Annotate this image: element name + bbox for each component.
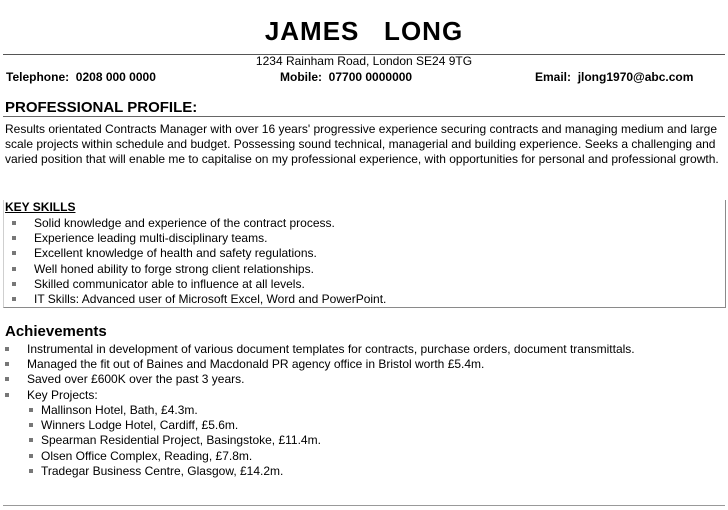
skill-text: Solid knowledge and experience of the contract process. — [34, 216, 335, 230]
list-item — [5, 388, 635, 403]
project-text: Winners Lodge Hotel, Cardiff, £5.6m. — [41, 418, 239, 433]
achievement-text: Key Projects: — [27, 387, 98, 402]
skill-text: Experience leading multi-disciplinary teams. — [34, 231, 268, 246]
mobile-value: 07700 0000000 — [328, 70, 413, 84]
telephone-label: Telephone: — [6, 70, 70, 84]
list-item — [12, 292, 386, 307]
list-item — [23, 449, 321, 464]
email-label: Email: — [535, 70, 572, 84]
profile-heading: PROFESSIONAL PROFILE: — [5, 99, 198, 116]
project-text: Spearman Residential Project, Basingstoke, £11.4m. — [41, 433, 321, 448]
square-bullet-icon — [29, 454, 33, 458]
square-bullet-icon — [29, 408, 33, 412]
achievement-text: Managed the fit out of Baines and Macdonald PR agency office in Bristol worth £5.4m. — [27, 357, 485, 372]
square-bullet-icon — [5, 347, 9, 351]
list-item — [23, 433, 321, 448]
skills-list — [12, 216, 386, 307]
project-text: Tradegar Business Centre, Glasgow, £14.2m. — [41, 463, 284, 478]
list-item — [5, 372, 635, 387]
skill-text: Skilled communicator able to influence at all levels. — [34, 276, 305, 291]
email-line — [535, 70, 693, 84]
square-bullet-icon — [12, 236, 16, 240]
square-bullet-icon — [12, 297, 16, 301]
profile-text: Results orientated Contracts Manager with over 16 years' progressive experience securing contracts and managing medium and large scale projects within schedule and budget. Possessing sound technical, managerial and building experience. Seeks a challenging and varied position that will enable me to capitalise on my professional experience, with opportunities for personal and professional growth. — [5, 122, 719, 167]
skills-heading: KEY SKILLS — [5, 200, 76, 214]
mobile-line — [280, 70, 412, 84]
candidate-name: JAMES LONG — [264, 16, 464, 46]
square-bullet-icon — [29, 438, 33, 442]
project-text: Olsen Office Complex, Reading, £7.8m. — [41, 448, 253, 463]
list-item — [23, 464, 321, 479]
achievement-text: Saved over £600K over the past 3 years. — [27, 372, 245, 387]
square-bullet-icon — [12, 251, 16, 255]
key-projects-list — [23, 403, 321, 479]
square-bullet-icon — [5, 393, 9, 397]
list-item — [5, 357, 635, 372]
achievements-heading: Achievements — [5, 323, 107, 340]
square-bullet-icon — [5, 362, 9, 366]
telephone-value: 0208 000 0000 — [75, 70, 156, 84]
address: 1234 Rainham Road, London SE24 9TG — [255, 54, 473, 68]
bottom-divider — [3, 505, 725, 506]
skill-text: Well honed ability to forge strong client relationships. — [34, 261, 314, 276]
telephone-line — [6, 70, 156, 84]
skill-text: IT Skills: Advanced user of Microsoft Excel, Word and PowerPoint. — [34, 292, 387, 307]
achievements-list — [5, 342, 635, 403]
square-bullet-icon — [29, 469, 33, 473]
square-bullet-icon — [12, 221, 16, 225]
list-item — [12, 277, 386, 292]
list-item — [12, 262, 386, 277]
profile-divider — [3, 116, 725, 117]
list-item — [12, 216, 386, 231]
square-bullet-icon — [12, 282, 16, 286]
square-bullet-icon — [5, 377, 9, 381]
list-item — [5, 342, 635, 357]
mobile-label: Mobile: — [280, 70, 322, 84]
achievement-text: Instrumental in development of various document templates for contracts, purchase orders, document transmittals. — [27, 342, 635, 356]
square-bullet-icon — [29, 423, 33, 427]
list-item — [23, 418, 321, 433]
list-item — [23, 403, 321, 418]
email-value: jlong1970@abc.com — [577, 70, 694, 84]
skill-text: Excellent knowledge of health and safety regulations. — [34, 246, 317, 261]
square-bullet-icon — [12, 267, 16, 271]
list-item — [12, 246, 386, 261]
list-item — [12, 231, 386, 246]
project-text: Mallinson Hotel, Bath, £4.3m. — [41, 403, 198, 417]
